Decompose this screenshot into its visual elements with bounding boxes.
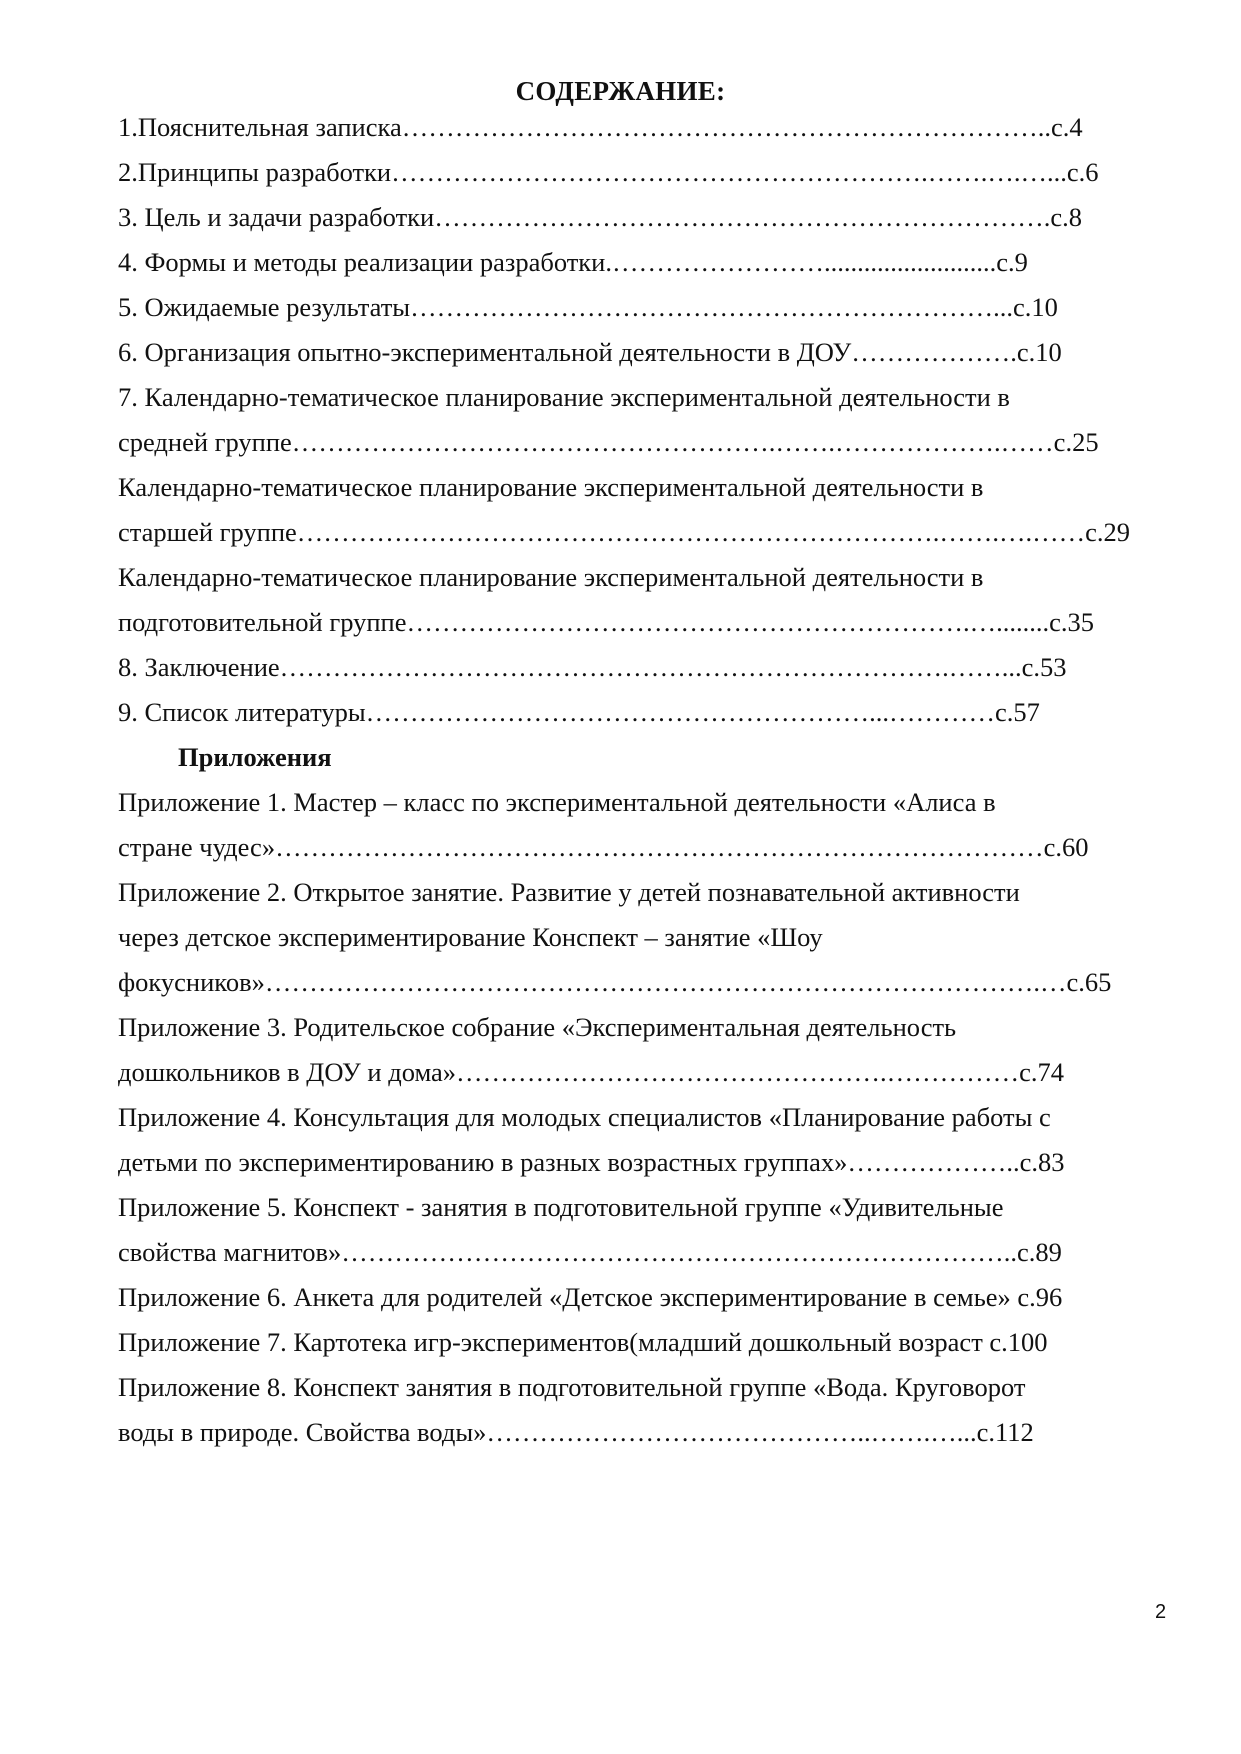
appendix-line: Приложение 8. Конспект занятия в подготовительной группе «Вода. Круговорот — [118, 1372, 1026, 1402]
appendix-heading: Приложения — [178, 742, 332, 772]
toc-line: Календарно-тематическое планирование экспериментальной деятельности в — [118, 562, 984, 592]
appendix-line: Приложение 2. Открытое занятие. Развитие у детей познавательной активности — [118, 877, 1020, 907]
appendix-line: Приложение 1. Мастер – класс по экспериментальной деятельности «Алиса в — [118, 787, 996, 817]
toc-line: 6. Организация опытно-экспериментальной деятельности в ДОУ……………….с.10 — [118, 337, 1062, 367]
page-number: 2 — [1155, 1601, 1167, 1623]
appendix-line: Приложение 7. Картотека игр-экспериментов(младший дошкольный возраст с.100 — [118, 1327, 1048, 1357]
page-title: СОДЕРЖАНИЕ: — [515, 76, 726, 106]
toc-line: подготовительной группе……………………………………………………….…........с.35 — [118, 607, 1094, 637]
appendix-line: детьми по экспериментированию в разных возрастных группах»………………..с.83 — [118, 1147, 1065, 1177]
toc-line: 2.Принципы разработки…………………………………………………….…….….…...с.6 — [118, 157, 1099, 187]
appendix-line: стране чудес»……………………………………………………………………………с.60 — [118, 832, 1089, 862]
toc-line: средней группе……………………………………………….…….……………….……с.25 — [118, 427, 1099, 457]
toc-line: старшей группе……………………………………………………………….…….….……с.29 — [118, 517, 1131, 547]
toc-line: 4. Формы и методы реализации разработки.……………………..........................с.9 — [118, 247, 1028, 277]
appendix-line: свойства магнитов»…………………………………………………………………..с.89 — [118, 1237, 1062, 1267]
appendix-line: Приложение 6. Анкета для родителей «Детское экспериментирование в семье» с.96 — [118, 1282, 1063, 1312]
appendix-line: воды в природе. Свойства воды»……………………………………..…….…...с.112 — [118, 1417, 1034, 1447]
appendix-line: Приложение 3. Родительское собрание «Экспериментальная деятельность — [118, 1012, 957, 1042]
appendix-line: фокусников»…………………………………………………………………………….…с.65 — [118, 967, 1112, 997]
appendix-line: через детское экспериментирование Конспект – занятие «Шоу — [118, 922, 823, 952]
toc-line: 3. Цель и задачи разработки…………………………………………………………….с.8 — [118, 202, 1082, 232]
toc-line: Календарно-тематическое планирование экспериментальной деятельности в — [118, 472, 984, 502]
toc-line: 5. Ожидаемые результаты…………………………………………………………...с.10 — [118, 292, 1058, 322]
toc-line: 8. Заключение………………………………………………………………….……...с.53 — [118, 652, 1067, 682]
appendix-line: дошкольников в ДОУ и дома»………………………………………….……………с.74 — [118, 1057, 1065, 1087]
toc-line: 1.Пояснительная записка………………………………………………………………..с.4 — [118, 112, 1083, 142]
appendix-line: Приложение 4. Консультация для молодых специалистов «Планирование работы с — [118, 1102, 1051, 1132]
appendix-line: Приложение 5. Конспект - занятия в подготовительной группе «Удивительные — [118, 1192, 1004, 1222]
toc-line: 7. Календарно-тематическое планирование экспериментальной деятельности в — [118, 382, 1010, 412]
toc-line: 9. Список литературы…………………………………………………...…………с.57 — [118, 697, 1040, 727]
